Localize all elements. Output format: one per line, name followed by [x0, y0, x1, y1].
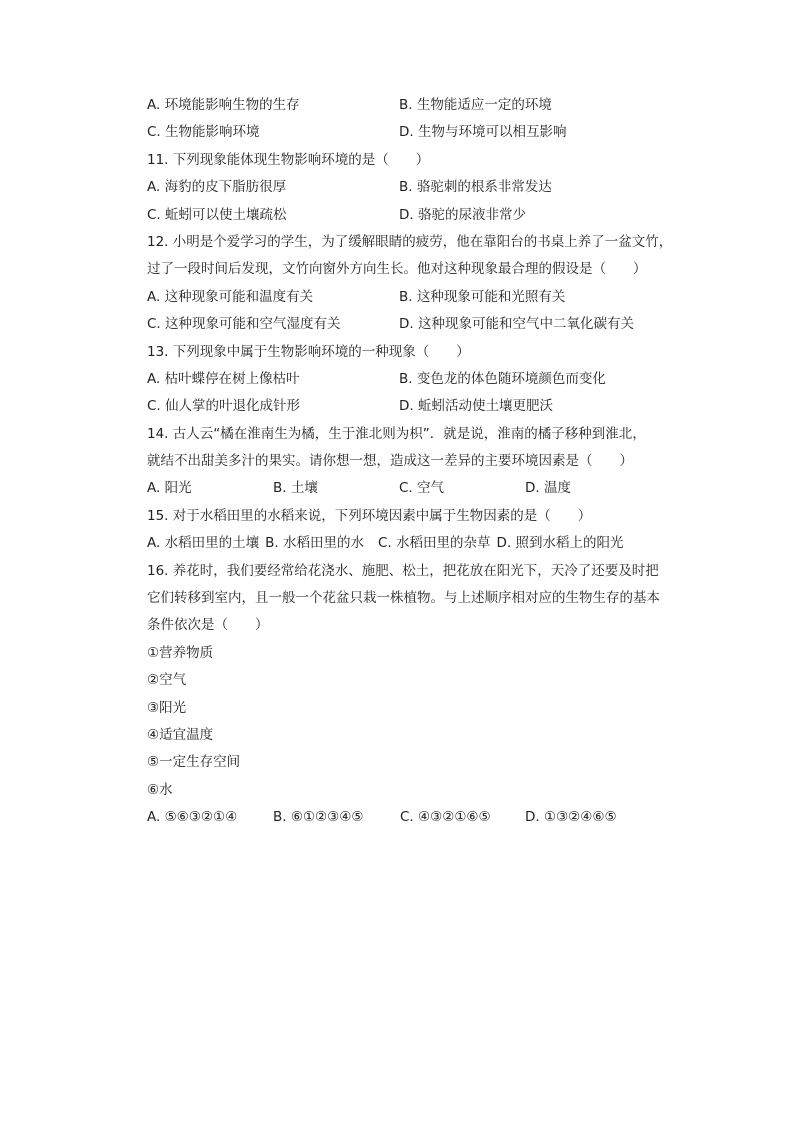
q16-option-d[interactable]: D. ①③②④⑥⑤ [525, 809, 617, 826]
q10-option-c[interactable]: C. 生物能影响环境 [147, 124, 260, 141]
q13-options-row-1 [147, 366, 667, 393]
q13-options-row-2 [147, 393, 667, 420]
q11-options-row-2 [147, 202, 667, 229]
q14-option-d[interactable]: D. 温度 [525, 480, 571, 497]
q10-option-b[interactable]: B. 生物能适应一定的环境 [399, 97, 552, 113]
q13-option-d[interactable]: D. 蚯蚓活动使土壤更肥沃 [399, 398, 553, 415]
q12-option-b[interactable]: B. 这种现象可能和光照有关 [399, 288, 566, 305]
q16-option-a[interactable]: A. ⑤⑥③②①④ [147, 809, 238, 826]
q11-option-b[interactable]: B. 骆驼刺的根系非常发达 [399, 179, 552, 196]
q10-option-a[interactable]: A. 环境能影响生物的生存 [147, 97, 300, 113]
q14-option-c[interactable]: C. 空气 [399, 480, 445, 497]
q12-stem-line-1: 12. 小明是个爱学习的学生，为了缓解眼睛的疲劳，他在靠阳台的书桌上养了一盆文竹， [147, 233, 673, 250]
q15-option-a[interactable]: A. 水稻田里的土壤 [147, 535, 260, 552]
q13-stem: 13. 下列现象中属于生物影响环境的一种现象（ ） [147, 343, 470, 360]
q12-options-row-1 [147, 284, 667, 311]
q11-option-c[interactable]: C. 蚯蚓可以使土壤疏松 [147, 206, 287, 223]
q15-option-d[interactable]: D. 照到水稻上的阳光 [496, 535, 624, 552]
q15-option-b[interactable]: B. 水稻田里的水 [265, 535, 364, 552]
q13-option-a[interactable]: A. 枯叶蝶停在树上像枯叶 [147, 370, 300, 387]
q16-option-b[interactable]: B. ⑥①②③④⑤ [273, 809, 364, 826]
q12-option-d[interactable]: D. 这种现象可能和空气中二氧化碳有关 [399, 316, 634, 333]
q14-options-row [147, 475, 667, 502]
q12-stem-line-2: 过了一段时间后发现，文竹向窗外方向生长。他对这种现象最合理的假设是（ ） [147, 261, 647, 278]
q12-options-row-2 [147, 311, 667, 338]
q10-options-row-2 [147, 119, 667, 146]
q16-item-4: ④适宜温度 [147, 726, 214, 743]
q16-options-row [147, 804, 667, 831]
q11-option-a[interactable]: A. 海豹的皮下脂肪很厚 [147, 179, 287, 196]
q16-stem-line-3: 条件依次是（ ） [147, 617, 269, 634]
q16-item-6: ⑥水 [147, 781, 173, 798]
q11-stem: 11. 下列现象能体现生物影响环境的是（ ） [147, 151, 430, 168]
q16-item-1: ①营养物质 [147, 644, 214, 661]
q12-option-c[interactable]: C. 这种现象可能和空气湿度有关 [147, 316, 341, 333]
q14-stem-line-1: 14. 古人云“橘在淮南生为橘，生于淮北则为枳”．就是说，淮南的橘子移种到淮北， [147, 425, 646, 442]
q10-options-row-1 [147, 92, 667, 119]
q10-option-d[interactable]: D. 生物与环境可以相互影响 [399, 124, 567, 141]
q16-option-c[interactable]: C. ④③②①⑥⑤ [400, 809, 491, 826]
q16-stem-line-1: 16. 养花时，我们要经常给花浇水、施肥、松土，把花放在阳光下，天冷了还要及时把 [147, 562, 659, 579]
q11-option-d[interactable]: D. 骆驼的尿液非常少 [399, 206, 526, 223]
question-list [147, 92, 673, 832]
q16-item-3: ③阳光 [147, 699, 187, 716]
q13-option-b[interactable]: B. 变色龙的体色随环境颜色而变化 [399, 370, 606, 387]
q16-item-5: ⑤一定生存空间 [147, 754, 241, 771]
q16-stem-line-2: 它们转移到室内，且一般一个花盆只栽一株植物。与上述顺序相对应的生物生存的基本 [147, 590, 660, 607]
q13-option-c[interactable]: C. 仙人掌的叶退化成针形 [147, 398, 301, 415]
q15-option-c[interactable]: C. 水稻田里的杂草 [377, 535, 491, 552]
q12-option-a[interactable]: A. 这种现象可能和温度有关 [147, 288, 314, 305]
q15-options-row [147, 530, 667, 557]
q15-stem: 15. 对于水稻田里的水稻来说，下列环境因素中属于生物因素的是（ ） [147, 507, 592, 524]
q14-stem-line-2: 就结不出甜美多汁的果实。请你想一想，造成这一差异的主要环境因素是（ ） [147, 453, 633, 470]
q14-option-a[interactable]: A. 阳光 [147, 480, 192, 497]
q16-item-2: ②空气 [147, 672, 187, 689]
q11-options-row-1 [147, 174, 667, 201]
q14-option-b[interactable]: B. 土壤 [273, 480, 318, 497]
